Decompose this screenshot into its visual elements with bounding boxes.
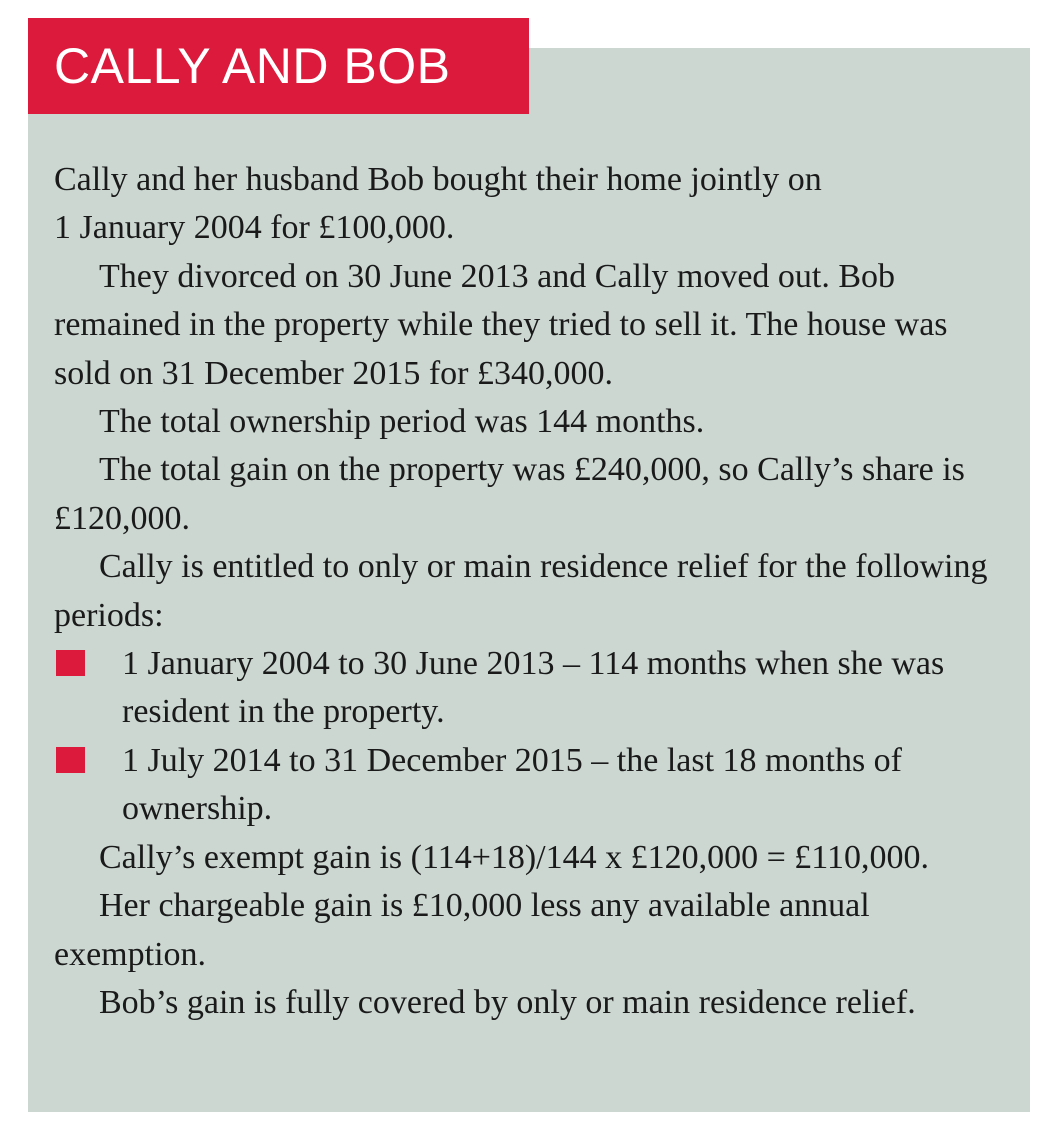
paragraph-intro-line-1: Cally and her husband Bob bought their home jointly on — [54, 161, 822, 198]
paragraph-exempt-gain: Cally’s exempt gain is (114+18)/144 x £120,000 = £110,000. — [99, 838, 930, 876]
relief-period-item — [54, 640, 1006, 737]
box-title: CALLY AND BOB — [54, 38, 451, 94]
paragraph-chargeable-gain: Her chargeable gain is £10,000 less any available annual exemption. — [54, 887, 870, 973]
bullet-square-icon — [56, 747, 85, 773]
paragraph-total-gain: The total gain on the property was £240,000, so Cally’s share is £120,000. — [54, 451, 965, 537]
paragraph-bob-gain: Bob’s gain is fully covered by only or main residence relief. — [99, 983, 916, 1021]
relief-period-item — [54, 737, 1006, 834]
bullet-square-icon — [56, 650, 85, 676]
relief-period-text: 1 January 2004 to 30 June 2013 – 114 months when she was resident in the property. — [122, 645, 945, 731]
paragraph-relief-intro: Cally is entitled to only or main residence relief for the following periods: — [54, 548, 988, 634]
paragraph-ownership-period: The total ownership period was 144 months. — [99, 403, 705, 441]
title-banner — [28, 18, 529, 114]
paragraph-intro-line-2: 1 January 2004 for £100,000. — [54, 209, 455, 247]
case-study-body — [54, 156, 1006, 1027]
relief-period-text: 1 July 2014 to 31 December 2015 – the last 18 months of ownership. — [122, 741, 903, 828]
paragraph-divorce: They divorced on 30 June 2013 and Cally moved out. Bob remained in the property while they tried to sell it. The house was sold on 31 December 2015 for £340,000. — [54, 257, 948, 392]
paragraph-intro — [54, 156, 1006, 253]
